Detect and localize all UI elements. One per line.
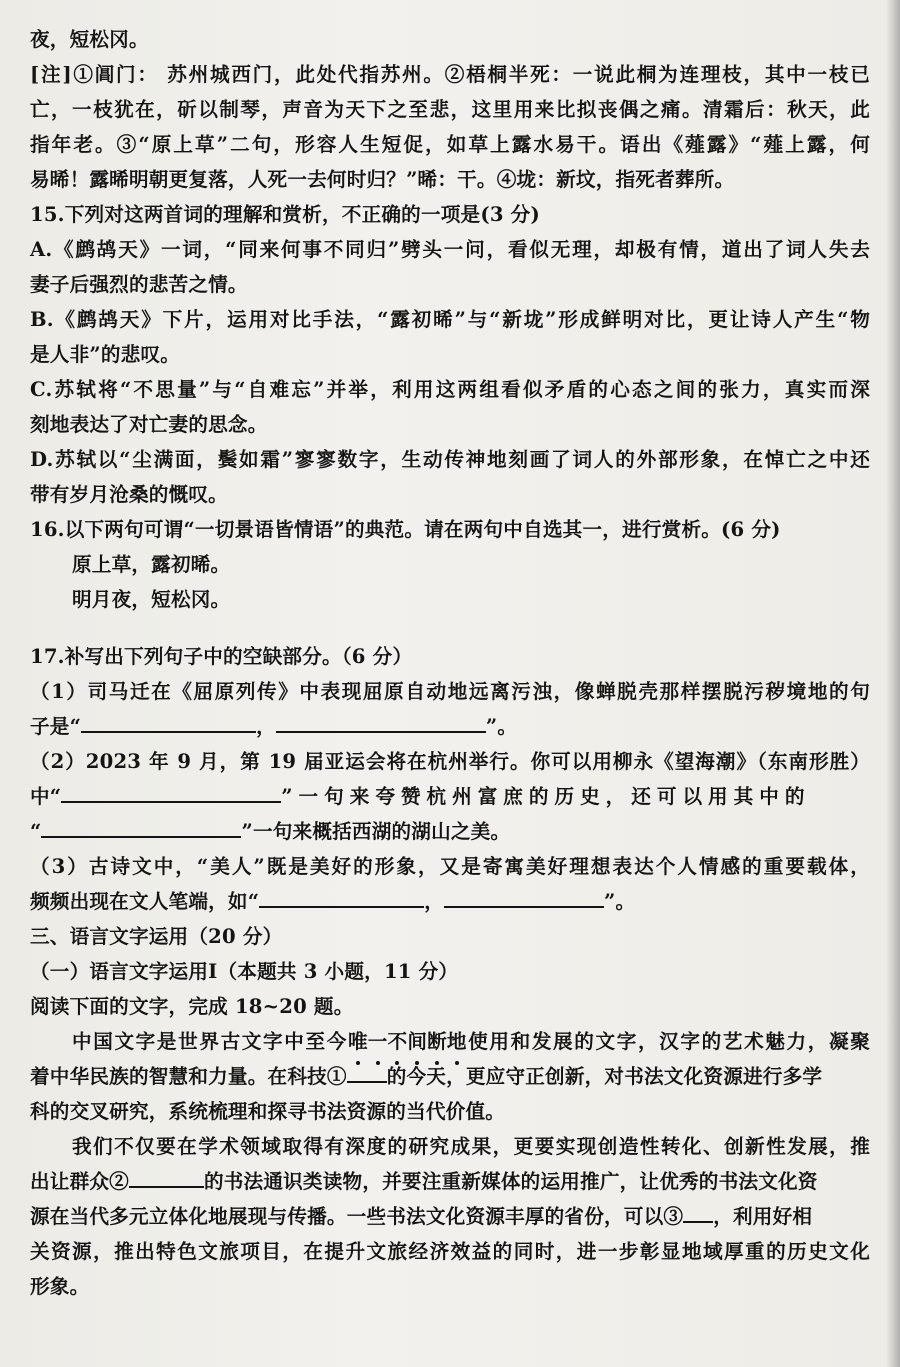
subsection-heading: （一）语言文字运用Ⅰ（本题共 3 小题，11 分）	[30, 960, 459, 983]
text-segment: ”。	[485, 715, 518, 738]
reading-instruction: 阅读下面的文字，完成 18~20 题。	[30, 995, 354, 1018]
option-a: A.《鹧鸪天》一词，“同来何事不同归”劈头一问，看似无理，却极有情，道出了词人失去	[30, 238, 870, 261]
option-b-cont: 是人非”的悲叹。	[30, 343, 181, 366]
text-segment: ，利用好相	[713, 1205, 813, 1228]
q17-part3-blanks	[30, 884, 870, 919]
option-c-cont: 刻地表达了对亡妻的思念。	[30, 413, 268, 436]
dotted-char: 断	[427, 1024, 447, 1059]
dotted-char: 唯	[348, 1024, 368, 1059]
question-16-stem: 16.以下两句可谓“一切景语皆情语”的典范。请在两句中自选其一，进行赏析。(6 分)	[30, 518, 781, 541]
option-b: B.《鹧鸪天》下片，运用对比手法，“露初晞”与“新垅”形成鲜明对比，更让诗人产生“物	[30, 308, 870, 331]
question-15-stem: 15.下列对这两首词的理解和赏析，不正确的一项是(3 分)	[30, 203, 540, 226]
text-segment: 频频出现在文人笔端，如“	[30, 890, 260, 913]
text-segment: 子是“	[30, 715, 82, 738]
page-edge-shadow	[886, 0, 900, 1367]
q17-part2: （2）2023 年 9 月，第 19 届亚运会将在杭州举行。你可以用柳永《望海潮》（东南形胜）	[30, 750, 870, 773]
notes-line: 指年老。③“原上草”二句，形容人生短促，如草上露水易干。语出《薤露》“薤上露，何	[30, 133, 870, 156]
passage-line	[30, 1164, 870, 1199]
text-segment: ”。	[604, 890, 636, 913]
answer-blank[interactable]	[444, 886, 604, 908]
text-segment: ”一句来概括西湖的湖山之美。	[241, 820, 511, 843]
q17-part3: （3）古诗文中，“美人”既是美好的形象，又是寄寓美好理想表达个人情感的重要载体，	[30, 855, 870, 878]
answer-blank[interactable]	[61, 781, 281, 803]
answer-blank[interactable]	[276, 711, 486, 733]
notes-line: 易晞！露晞明朝更复落，人死一去何时归？”晞：干。④垅：新坟，指死者葬所。	[30, 168, 735, 191]
passage-paragraph-2: 我们不仅要在学术领域取得有深度的研究成果，更要实现创造性转化、创新性发展，推	[72, 1135, 870, 1158]
text-segment: 中“	[30, 785, 62, 808]
option-d: D.苏轼以“尘满面，鬓如霜”寥寥数字，生动传神地刻画了词人的外部形象，在悼亡之中还	[30, 448, 870, 471]
spacer	[30, 617, 870, 639]
passage-line: 形象。	[30, 1275, 90, 1298]
answer-blank[interactable]	[81, 711, 256, 733]
text-segment: 中国文字是世界古文字中至今	[72, 1030, 348, 1053]
poem-closing-line: 夜，短松冈。	[30, 28, 149, 51]
answer-blank[interactable]	[41, 816, 241, 838]
text-segment: 的书法通识类读物，并要注重新媒体的运用推广，让优秀的书法文化资	[203, 1170, 818, 1193]
option-d-cont: 带有岁月沧桑的慨叹。	[30, 483, 228, 506]
q17-part1-blanks	[30, 709, 870, 744]
answer-blank[interactable]	[259, 886, 424, 908]
text-segment: 的今天，更应守正创新，对书法文化资源进行多学	[386, 1065, 823, 1088]
text-segment: ，	[424, 890, 444, 913]
quoted-line: 原上草，露初晞。	[72, 553, 231, 576]
text-segment: 出让群众②	[30, 1170, 129, 1193]
passage-line: 科的交叉研究，系统梳理和探寻书法资源的当代价值。	[30, 1100, 506, 1123]
quoted-line: 明月夜，短松冈。	[72, 588, 231, 611]
q17-part1: （1）司马迁在《屈原列传》中表现屈原自动地远离污浊，像蝉脱壳那样摆脱污秽境地的句	[30, 680, 870, 703]
dotted-char: 不	[388, 1024, 408, 1059]
notes-line: 亡，一枝犹在，斫以制琴，声音为天下之至悲，这里用来比拟丧偶之痛。清霜后：秋天，此	[30, 98, 870, 121]
dotted-char: 间	[407, 1024, 427, 1059]
answer-blank[interactable]	[347, 1061, 387, 1083]
answer-blank[interactable]	[683, 1201, 713, 1223]
answer-blank[interactable]	[129, 1166, 204, 1188]
passage-line: 关资源，推出特色文旅项目，在提升文旅经济效益的同时，进一步彰显地域厚重的历史文化	[30, 1240, 870, 1263]
dotted-char: 地	[447, 1024, 467, 1059]
q17-part2-blank2	[30, 814, 870, 849]
option-a-cont: 妻子后强烈的悲苦之情。	[30, 273, 248, 296]
section-three-heading: 三、语言文字运用（20 分）	[30, 925, 283, 948]
text-segment: 使用和发展的文字，汉字的艺术魅力，凝聚	[466, 1030, 870, 1053]
passage-line	[30, 1059, 870, 1094]
option-c: C.苏轼将“不思量”与“自难忘”并举，利用这两组看似矛盾的心态之间的张力，真实而深	[30, 378, 870, 401]
q17-part2-blank1	[30, 779, 870, 814]
passage-paragraph-1	[30, 1024, 870, 1059]
text-segment: “	[30, 820, 42, 843]
text-segment: 着中华民族的智慧和力量。在科技①	[30, 1065, 347, 1088]
notes-line: [注]①阊门： 苏州城西门，此处代指苏州。②梧桐半死：一说此桐为连理枝，其中一枝已	[30, 63, 870, 86]
dotted-char: 一	[368, 1024, 388, 1059]
question-17-stem: 17.补写出下列句子中的空缺部分。（6 分）	[30, 645, 413, 668]
text-segment: 源在当代多元立体化地展现与传播。一些书法文化资源丰厚的省份，可以③	[30, 1205, 684, 1228]
passage-line	[30, 1199, 870, 1234]
text-segment: ”一句来夸赞杭州富庶的历史，还可以用其中的	[281, 785, 811, 808]
text-segment: ，	[256, 715, 276, 738]
